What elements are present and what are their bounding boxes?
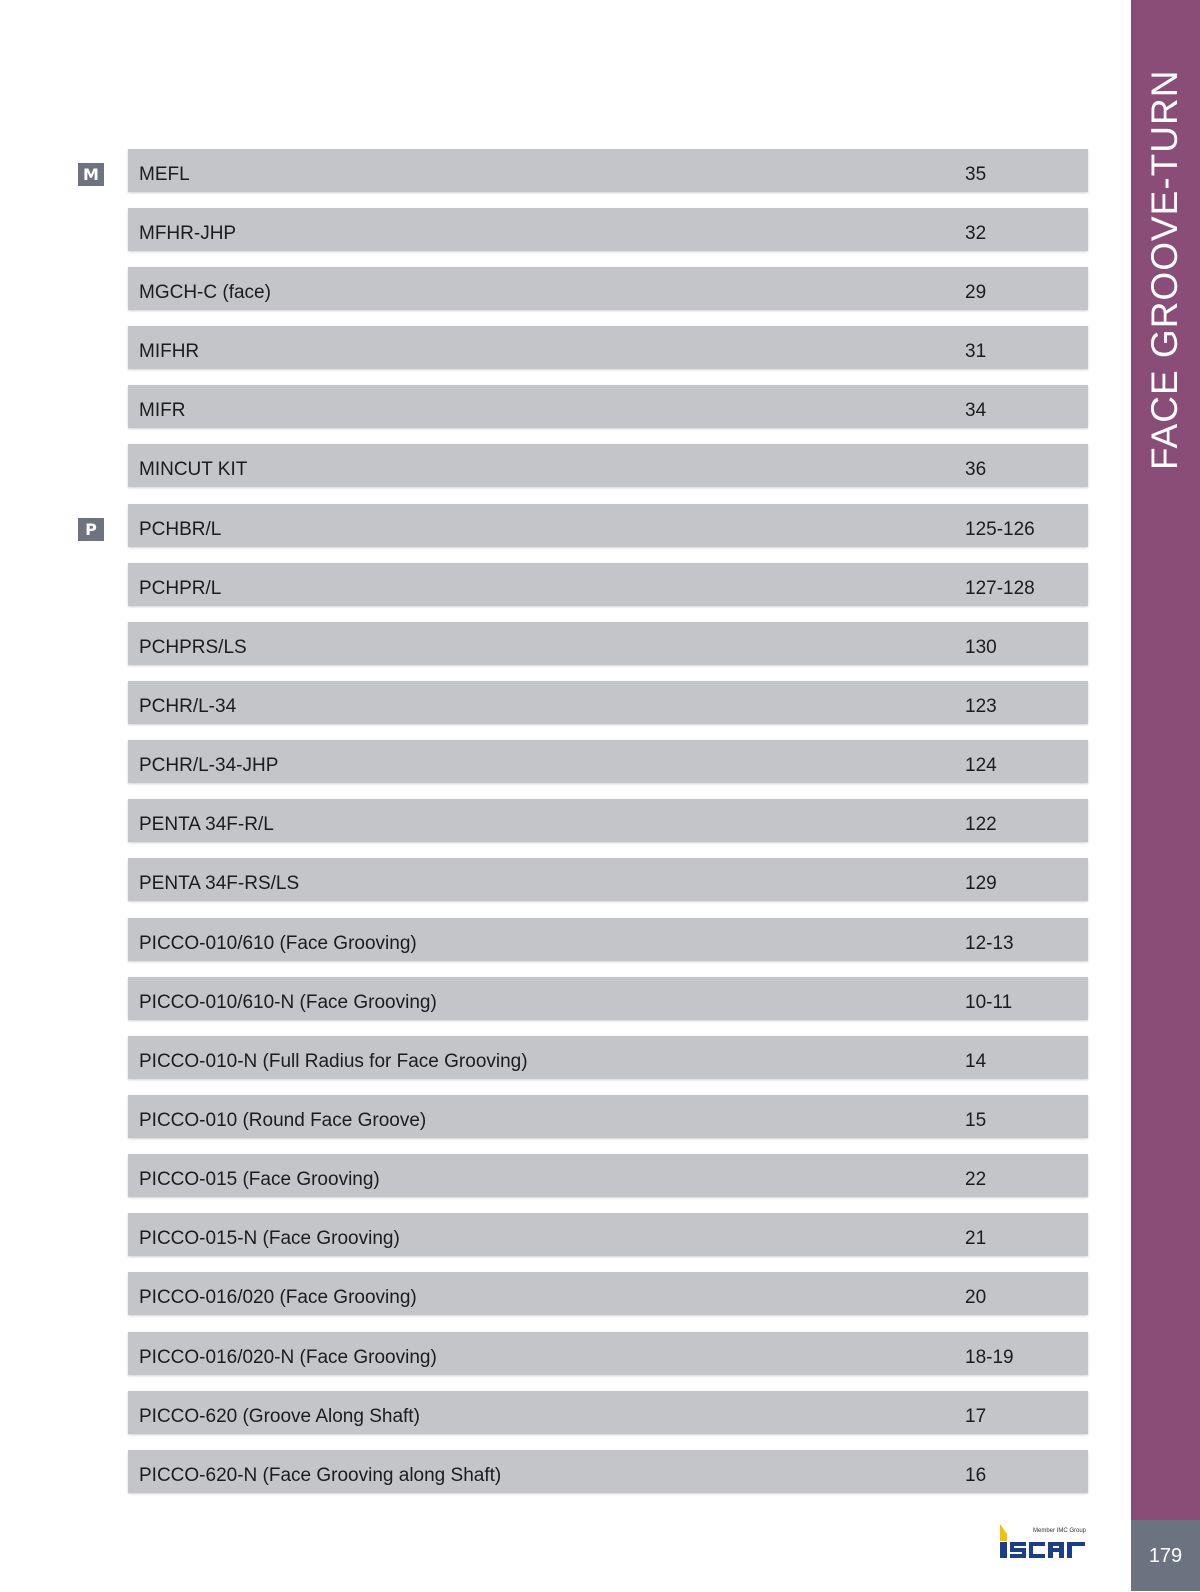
- index-row[interactable]: [128, 385, 1088, 428]
- index-row[interactable]: [128, 444, 1088, 487]
- product-name: PICCO-010/610 (Face Grooving): [139, 933, 417, 954]
- index-row[interactable]: [128, 622, 1088, 665]
- page-ref: 125-126: [965, 519, 1035, 540]
- product-name: PCHPR/L: [139, 578, 222, 599]
- index-row[interactable]: [128, 1213, 1088, 1256]
- page-ref: 22: [965, 1169, 987, 1190]
- index-row[interactable]: [128, 267, 1088, 310]
- index-row[interactable]: [128, 1450, 1088, 1493]
- index-row[interactable]: [128, 1036, 1088, 1079]
- product-name: PICCO-010 (Round Face Groove): [139, 1110, 427, 1131]
- index-row[interactable]: [128, 563, 1088, 606]
- page-ref: 129: [965, 873, 997, 894]
- product-name: MGCH-C (face): [139, 282, 271, 303]
- page-ref: 18-19: [965, 1347, 1014, 1368]
- logo-letter-r: [1067, 1542, 1085, 1558]
- index-row[interactable]: [128, 149, 1088, 192]
- logo-letter-a: [1048, 1542, 1064, 1558]
- index-row[interactable]: [128, 977, 1088, 1020]
- page-ref: 35: [965, 164, 987, 185]
- product-name: PCHR/L-34: [139, 696, 237, 717]
- page-number: 179: [1131, 1520, 1200, 1591]
- section-letter-m: M: [78, 163, 104, 186]
- index-row[interactable]: [128, 1095, 1088, 1138]
- index-row[interactable]: [128, 858, 1088, 901]
- product-name: PICCO-010-N (Full Radius for Face Grooving): [139, 1051, 528, 1072]
- page-ref: 21: [965, 1228, 987, 1249]
- section-title: FACE GROOVE-TURN: [1144, 69, 1185, 470]
- index-row[interactable]: [128, 740, 1088, 783]
- iscar-logo: [998, 1524, 1090, 1564]
- page-ref: 123: [965, 696, 997, 717]
- product-name: MIFR: [139, 400, 186, 421]
- product-name: PCHPRS/LS: [139, 637, 247, 658]
- page-ref: 32: [965, 223, 987, 244]
- index-row[interactable]: [128, 1272, 1088, 1315]
- section-letter-p: P: [78, 518, 104, 541]
- page-ref: 29: [965, 282, 987, 303]
- page-ref: 17: [965, 1406, 987, 1427]
- page-ref: 14: [965, 1051, 987, 1072]
- page-ref: 34: [965, 400, 987, 421]
- index-row[interactable]: [128, 1154, 1088, 1197]
- logo-letter-i: [1000, 1542, 1007, 1558]
- page-ref: 31: [965, 341, 987, 362]
- page-ref: 20: [965, 1287, 987, 1308]
- page-ref: 124: [965, 755, 997, 776]
- product-name: PENTA 34F-RS/LS: [139, 873, 300, 894]
- index-row[interactable]: [128, 1332, 1088, 1375]
- index-row[interactable]: [128, 208, 1088, 251]
- product-name: PCHBR/L: [139, 519, 222, 540]
- logo-letter-s: [1010, 1542, 1026, 1558]
- logo-flame-icon: [1000, 1524, 1007, 1541]
- page-ref: 122: [965, 814, 997, 835]
- index-row[interactable]: [128, 326, 1088, 369]
- page-ref: 127-128: [965, 578, 1035, 599]
- page-ref: 12-13: [965, 933, 1014, 954]
- product-name: PICCO-620-N (Face Grooving along Shaft): [139, 1465, 502, 1486]
- page-ref: 16: [965, 1465, 987, 1486]
- product-name: MINCUT KIT: [139, 459, 248, 480]
- index-row[interactable]: [128, 918, 1088, 961]
- index-row[interactable]: [128, 681, 1088, 724]
- index-row[interactable]: [128, 1391, 1088, 1434]
- product-name: PENTA 34F-R/L: [139, 814, 274, 835]
- index-row[interactable]: [128, 799, 1088, 842]
- product-name: PICCO-620 (Groove Along Shaft): [139, 1406, 420, 1427]
- page-ref: 36: [965, 459, 987, 480]
- logo-letter-c: [1029, 1542, 1045, 1558]
- page-ref: 10-11: [965, 992, 1013, 1013]
- page-ref: 15: [965, 1110, 987, 1131]
- brand-tagline: Member IMC Group: [1033, 1528, 1087, 1534]
- product-name: PICCO-010/610-N (Face Grooving): [139, 992, 437, 1013]
- page-ref: 130: [965, 637, 997, 658]
- product-name: PCHR/L-34-JHP: [139, 755, 279, 776]
- product-name: MIFHR: [139, 341, 200, 362]
- product-name: MEFL: [139, 164, 190, 185]
- product-name: PICCO-015 (Face Grooving): [139, 1169, 380, 1190]
- product-name: PICCO-016/020-N (Face Grooving): [139, 1347, 437, 1368]
- product-name: PICCO-016/020 (Face Grooving): [139, 1287, 417, 1308]
- index-row[interactable]: [128, 504, 1088, 547]
- product-name: MFHR-JHP: [139, 223, 237, 244]
- product-name: PICCO-015-N (Face Grooving): [139, 1228, 400, 1249]
